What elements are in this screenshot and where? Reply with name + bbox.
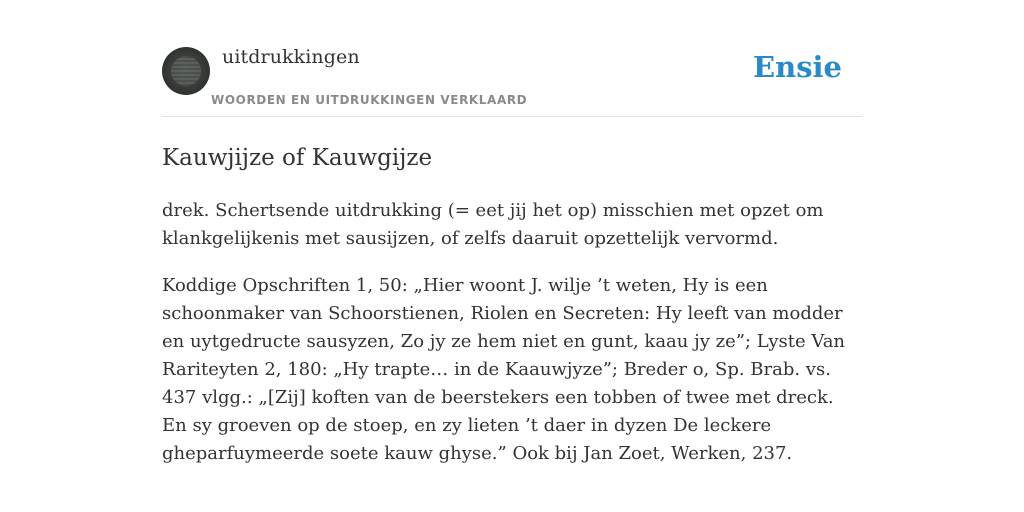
definition-paragraph: drek. Schertsende uitdrukking (= eet jij het op) misschien met opzet om klankgelijkenis met sausijzen, of zelfs daaruit opzettelijk vervormd. [162, 200, 824, 249]
avatar[interactable] [162, 47, 210, 95]
page [162, 0, 862, 468]
avatar-image [171, 56, 201, 86]
brand-logo-link[interactable]: Ensie [753, 50, 842, 84]
header [162, 0, 862, 117]
site-name[interactable]: uitdrukkingen [222, 46, 360, 68]
citation-paragraph: Koddige Opschriften 1, 50: „Hier woont J. wilje ’t weten, Hy is een schoonmaker van Schoorstienen, Riolen en Secreten: Hy leeft van modder en uytgedructe sausyzen, Zo jy ze hem niet en gunt, kaau jy ze”; Lyste Van Rariteyten 2, 180: „Hy trapte… in de Kaauwjyze”; Breder o, Sp. Brab. vs. 437 vlgg.: „[Zij] koften van de beerstekers een tobben of twee met dreck. En sy groeven op de stoep, en zy lieten ’t daer in dyzen De leckere gheparfuymeerde soete kauw ghyse.” Ook bij Jan Zoet, Werken, 237. [162, 275, 846, 464]
page-title: Kauwjijze of Kauwgijze [162, 145, 433, 171]
site-tagline: WOORDEN EN UITDRUKKINGEN VERKLAARD [211, 93, 528, 107]
